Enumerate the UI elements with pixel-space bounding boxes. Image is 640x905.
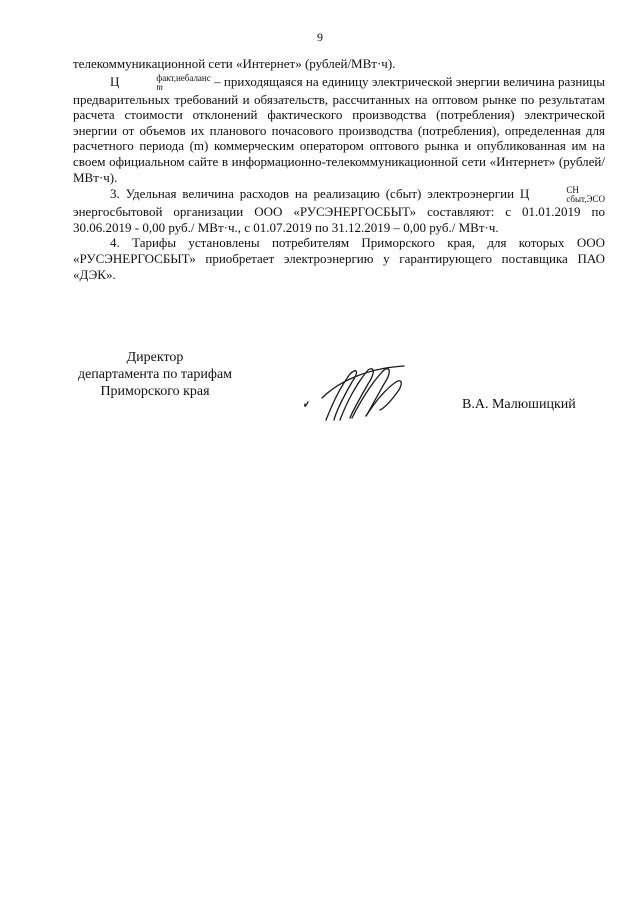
handwritten-signature [300, 360, 420, 430]
symbol-letter: Ц [110, 73, 120, 89]
paragraph-1: телекоммуникационной сети «Интернет» (рублей/МВт·ч). [73, 56, 396, 71]
paragraph-3-text: энергосбытовой организации ООО «РУСЭНЕРГОСБЫТ» составляют: с 01.01.2019 по 30.06.2019 - 0,00 руб./ МВт·ч., с 01.07.2019 по 31.12.2019 – 0,00 руб./ МВт·ч. [73, 204, 605, 235]
signatory-line-2: департамента по тарифам [77, 367, 233, 382]
symbol-letter: Ц [519, 186, 530, 202]
symbol-superscript: СН [566, 185, 579, 196]
symbol-superscript: факт,небаланс [156, 72, 211, 83]
signatory-name: В.А. Малюшицкий [462, 397, 576, 412]
paragraph-2-text: – приходящаяся на единицу электрической энергии величина разницы предварительных требований и обязательств, рассчитанных на оптовом рынке по результатам расчета стоимости отклонений фактического производства (потребления) электрической энергии от объемов их планового почасового производства (потребления), определенная для расчетного периода (m) коммерческим оператором оптового рынка и опубликованная им на своем официальном сайте в информационно-телекоммуникационной сети «Интернет» (рублей/МВт·ч). [73, 73, 605, 185]
paragraph-2 [73, 74, 605, 186]
signatory-line-3: Приморского края [100, 384, 210, 399]
signatory-title [60, 349, 250, 400]
formula-symbol-c-sbyt [519, 185, 605, 205]
signatory-line-1: Директор [126, 350, 184, 365]
page-number: 9 [317, 30, 323, 44]
document-body [73, 56, 605, 282]
paragraph-3 [73, 186, 605, 235]
paragraph-4: 4. Тарифы установлены потребителям Приморского края, для которых ООО «РУСЭНЕРГОСБЫТ» приобретает электроэнергию у гарантирующего поставщика ПАО «ДЭК». [73, 235, 605, 282]
paragraph-3-intro: 3. Удельная величина расходов на реализацию (сбыт) электроэнергии [110, 186, 520, 202]
symbol-subscript: m [156, 81, 163, 92]
symbol-subscript: сбыт,ЭСО [566, 194, 605, 205]
formula-symbol-c-fact [110, 72, 211, 92]
